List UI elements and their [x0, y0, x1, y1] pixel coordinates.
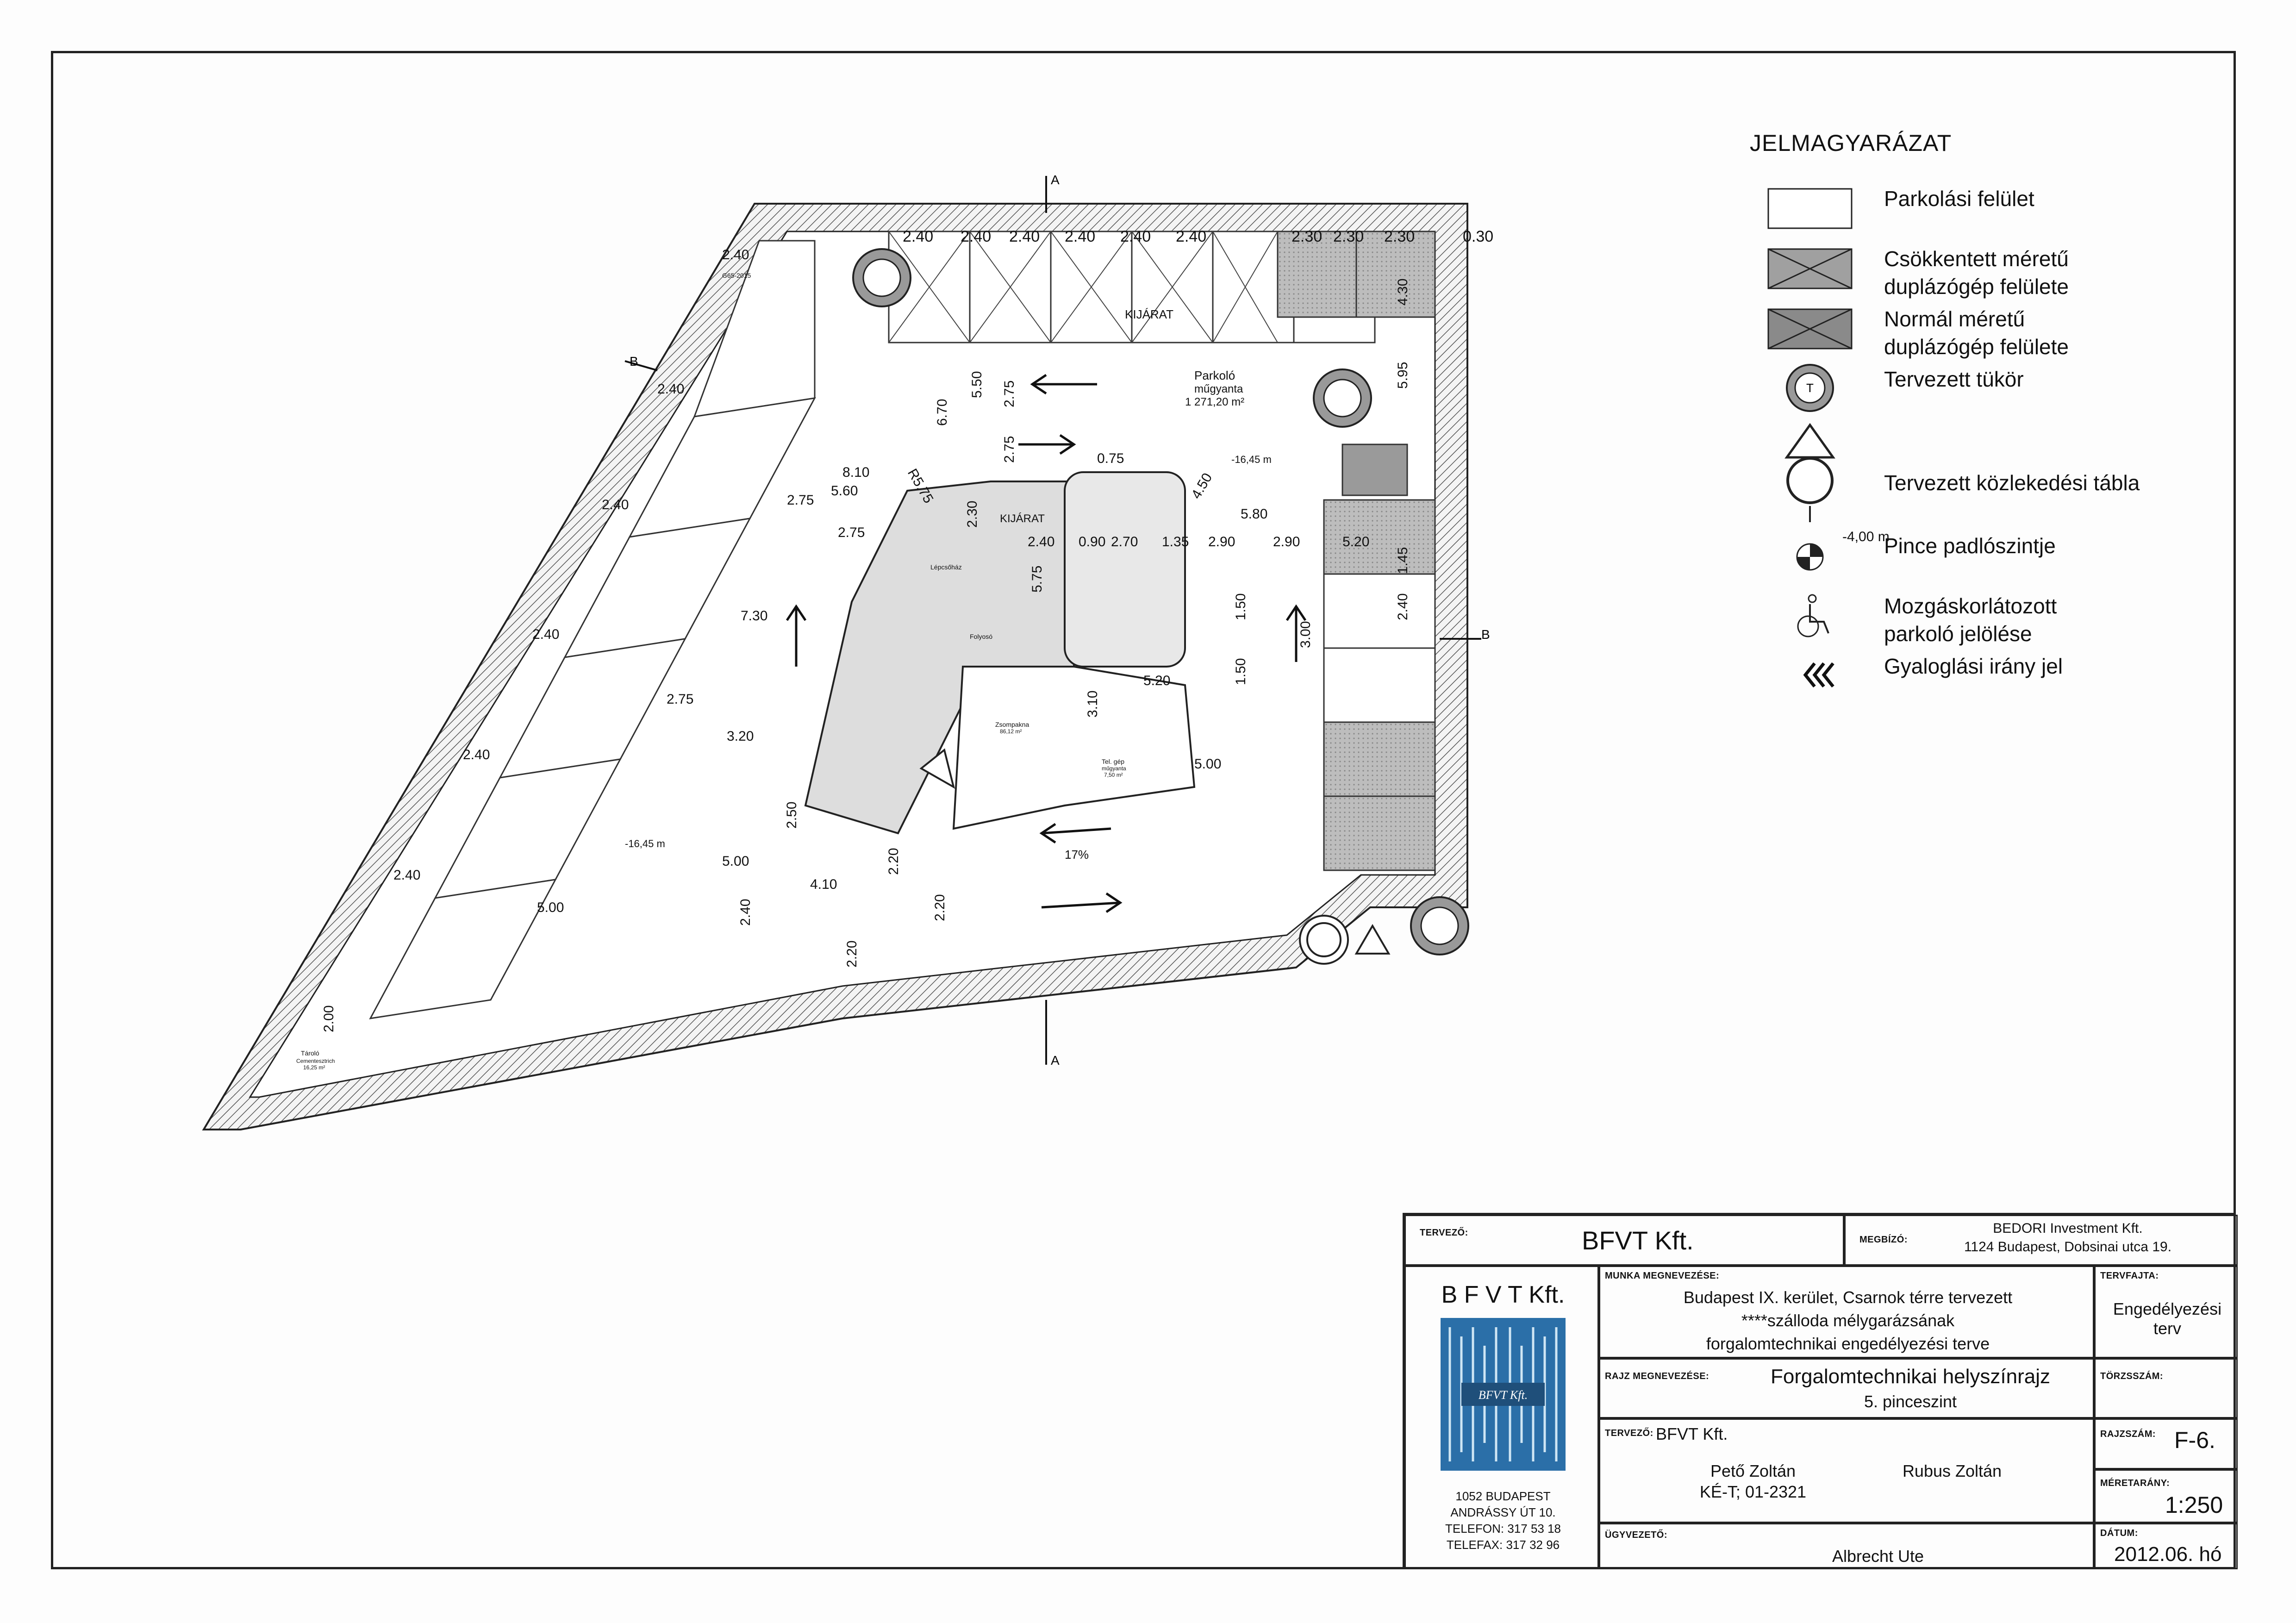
ramp-core — [1065, 472, 1185, 667]
right-side-bays — [1324, 444, 1435, 870]
legend-item-mirror — [1750, 362, 2166, 423]
manager-label: ÜGYVEZETŐ: — [1605, 1530, 1668, 1540]
drawing-line-2: 5. pinceszint — [1864, 1392, 1957, 1411]
legend-text: Pince padlószintje — [1884, 534, 2056, 558]
parking-title: Parkoló — [1194, 368, 1235, 382]
legend-text: Gyaloglási irány jel — [1884, 654, 2063, 678]
scale: 1:250 — [2165, 1492, 2223, 1518]
level-label: -16,45 m — [1231, 454, 1272, 465]
dim-label: 2.20 — [844, 940, 860, 968]
pump-label: Zsompakna — [995, 721, 1029, 728]
legend-text: Csökkentett méretű duplázógép felülete — [1884, 247, 2069, 299]
engineer-2: Rubus Zoltán — [1902, 1461, 2002, 1480]
dim-label: 2.75 — [1002, 380, 1017, 407]
level-label: -16,45 m — [625, 838, 665, 849]
level-value: -4,00 m — [1842, 529, 1890, 544]
legend-text: Mozgáskorlátozott parkoló jelölése — [1884, 594, 2057, 646]
dim-label: 3.00 — [1298, 621, 1313, 648]
type-cell — [2094, 1266, 2238, 1358]
dim-label: 0.90 — [1079, 534, 1106, 549]
dim-label: 7.30 — [741, 608, 768, 624]
parking-area-swatch — [1764, 182, 1856, 233]
exit-label-top: KIJÁRAT — [1125, 307, 1173, 321]
designer-cell — [1404, 1215, 1844, 1266]
legend-item-disabled-parking — [1750, 589, 2166, 649]
dim-label: 0.75 — [1097, 451, 1124, 466]
work-line-1: Budapest IX. kerület, Csarnok térre tervezett — [1683, 1288, 2013, 1307]
dim-label: R5.75 — [904, 466, 936, 506]
dim-label: 0.30 — [1463, 228, 1494, 245]
dim-label: 2.40 — [1009, 228, 1040, 245]
dim-label: 2.90 — [1208, 534, 1235, 549]
tech-sub: műgyanta — [1102, 765, 1126, 772]
dim-label: 2.40 — [1395, 593, 1410, 620]
dim-label: 8.10 — [842, 465, 870, 480]
dim-label: 2.40 — [657, 381, 685, 397]
dim-label: 2.00 — [321, 1005, 337, 1032]
company-logo — [1441, 1318, 1566, 1471]
company-cell — [1404, 1266, 1599, 1569]
dim-label: 2.40 — [463, 747, 490, 762]
legend-item-reduced-stacker — [1750, 242, 2166, 302]
legend-item-normal-stacker — [1750, 302, 2166, 362]
logo-text: BFVT Kft. — [1478, 1388, 1528, 1402]
dim-label: 2.40 — [1065, 228, 1096, 245]
mirror-letter: T — [1806, 381, 1814, 395]
dim-label: 2.75 — [787, 493, 814, 508]
dim-label: 2.90 — [1273, 534, 1300, 549]
dim-label: 2.40 — [961, 228, 992, 245]
dim-label: 1.45 — [1395, 547, 1410, 574]
top-parking-bays — [889, 231, 1435, 343]
dim-label: 5.75 — [1029, 565, 1045, 593]
drawing-label: RAJZ MEGNEVEZÉSE: — [1605, 1371, 1710, 1381]
dim-label: 6.70 — [935, 399, 950, 426]
drawing-line-1: Forgalomtechnikai helyszínrajz — [1770, 1365, 2051, 1388]
legend-text: Tervezett tükör — [1884, 367, 2024, 391]
dim-label: 2.40 — [1176, 228, 1207, 245]
engineer-1: Pető Zoltán — [1710, 1461, 1796, 1480]
designer-label: TERVEZŐ: — [1420, 1228, 1468, 1238]
dim-label: 2.20 — [932, 894, 948, 921]
dim-label: 2.40 — [532, 627, 560, 642]
dim-label: 2.40 — [738, 899, 753, 926]
work-line-3: forgalomtechnikai engedélyezési terve — [1706, 1334, 1990, 1353]
dim-label: 5.60 — [831, 483, 858, 499]
reg-label: TÖRZSSZÁM: — [2100, 1371, 2164, 1381]
legend-text: Tervezett közlekedési tábla — [1884, 471, 2140, 495]
client-address: 1124 Budapest, Dobsinai utca 19. — [1964, 1239, 2172, 1255]
address-line-1: 1052 BUDAPEST — [1455, 1489, 1551, 1503]
slope-label: 17% — [1065, 848, 1089, 861]
tech-area: 7,50 m² — [1104, 772, 1123, 778]
dim-label: 2.75 — [667, 692, 694, 707]
dim-label: 2.75 — [838, 525, 865, 540]
dim-label: 5.20 — [1143, 673, 1171, 688]
storage-label: Tároló — [301, 1049, 319, 1057]
dim-label: 2.70 — [1111, 534, 1138, 549]
dim-label: 4.30 — [1395, 278, 1410, 306]
dim-label: 1.35 — [1162, 534, 1189, 549]
legend-item-parking — [1750, 182, 2166, 242]
dim-label: 2.30 — [1333, 228, 1364, 245]
drawno: F-6. — [2174, 1427, 2215, 1453]
manager-cell — [1599, 1523, 2094, 1569]
traffic-sign-icon — [1764, 423, 1856, 524]
designer2-label: TERVEZŐ: — [1605, 1428, 1653, 1438]
dim-label: 5.95 — [1395, 362, 1410, 389]
section-a-label-bottom: A — [1051, 1053, 1060, 1067]
parking-area: 1 271,20 m² — [1185, 396, 1245, 408]
designer2-name: BFVT Kft. — [1656, 1424, 1728, 1443]
dim-label: 2.20 — [886, 848, 901, 875]
legend-item-traffic-sign — [1750, 423, 2166, 529]
wheelchair-icon — [1764, 589, 1856, 640]
dim-label: 5.50 — [969, 371, 985, 398]
drawno-label: RAJZSZÁM: — [2100, 1429, 2156, 1439]
dim-label: 5.80 — [1241, 506, 1268, 522]
reg-cell — [2094, 1358, 2238, 1418]
drawno-cell — [2094, 1418, 2238, 1469]
dim-label: 2.75 — [1002, 436, 1017, 463]
legend-item-floor-level — [1750, 529, 2166, 589]
type-line-2: terv — [2153, 1319, 2181, 1338]
date-cell — [2094, 1523, 2238, 1569]
dim-label: 2.40 — [393, 868, 421, 883]
dim-label: 3.10 — [1085, 690, 1100, 718]
legend-text: Normál méretű duplázógép felülete — [1884, 307, 2069, 359]
pump-area: 86,12 m² — [1000, 728, 1022, 735]
work-label: MUNKA MEGNEVEZÉSE: — [1605, 1271, 1720, 1281]
client-name: BEDORI Investment Kft. — [1993, 1221, 2143, 1236]
dim-label: 2.30 — [1292, 228, 1323, 245]
legend-title: JELMAGYARÁZAT — [1750, 130, 1952, 156]
dim-label: 4.10 — [810, 877, 837, 892]
tech-label: Tel. gép — [1102, 758, 1125, 765]
exit-label-core: KIJÁRAT — [1000, 512, 1045, 525]
client-label: MEGBÍZÓ: — [1859, 1235, 1908, 1245]
dim-label: 2.40 — [1028, 534, 1055, 549]
dim-label: 2.40 — [602, 497, 629, 512]
client-cell — [1844, 1215, 2238, 1266]
phone: TELEFON: 317 53 18 — [1445, 1522, 1561, 1536]
parking-material: műgyanta — [1194, 383, 1243, 395]
work-cell — [1599, 1266, 2094, 1358]
dim-label: 4.50 — [1188, 470, 1216, 502]
storage-area: 16,25 m² — [303, 1064, 325, 1071]
manager: Albrecht Ute — [1832, 1547, 1924, 1566]
dim-label: 2.40 — [903, 228, 934, 245]
address-line-2: ANDRÁSSY ÚT 10. — [1450, 1505, 1556, 1519]
designer-name: BFVT Kft. — [1582, 1226, 1694, 1255]
legend-item-pedestrian — [1750, 649, 2166, 710]
dim-label: 2.50 — [784, 801, 799, 829]
engineers-cell — [1599, 1418, 2094, 1523]
normal-stacker-swatch — [1764, 302, 1856, 353]
scale-label: MÉRETARÁNY: — [2100, 1478, 2170, 1488]
dim-label: 5.00 — [722, 854, 749, 869]
section-b-label-right: B — [1481, 627, 1490, 642]
company-name: B F V T Kft. — [1441, 1281, 1565, 1308]
dim-label: 2.30 — [1384, 228, 1415, 245]
g-tag: G65-2015 — [722, 272, 751, 279]
dim-label: 1.50 — [1233, 593, 1248, 620]
date: 2012.06. hó — [2114, 1543, 2222, 1566]
dim-label: 3.20 — [727, 729, 754, 744]
section-b-label: B — [630, 354, 638, 368]
pedestrian-direction-icon — [1764, 649, 1856, 700]
legend-text: Parkolási felület — [1884, 187, 2034, 211]
engineer-1-id: KÉ-T; 01-2321 — [1699, 1482, 1807, 1501]
reduced-stacker-swatch — [1764, 242, 1856, 293]
mirror-icon — [1764, 362, 1856, 413]
dim-label: 2.40 — [1120, 228, 1151, 245]
dim-label: 5.00 — [1194, 756, 1222, 772]
work-line-2: ****szálloda mélygarázsának — [1741, 1311, 1955, 1330]
type-line-1: Engedélyezési — [2113, 1299, 2222, 1318]
dim-label: 2.30 — [965, 500, 980, 528]
drawing-cell — [1599, 1358, 2094, 1418]
scale-cell — [2094, 1469, 2238, 1523]
corridor-label: Folyosó — [970, 633, 993, 640]
storage-sub: Cementesztrich — [296, 1058, 335, 1064]
dim-label: 5.20 — [1342, 534, 1370, 549]
fax: TELEFAX: 317 32 96 — [1446, 1538, 1560, 1552]
date-label: DÁTUM: — [2100, 1528, 2138, 1538]
section-a-label: A — [1051, 173, 1060, 187]
dim-label: 2.40 — [722, 247, 749, 262]
dim-label: 1.50 — [1233, 658, 1248, 685]
title-block — [1403, 1213, 2236, 1569]
stair-label: Lépcsőház — [930, 563, 962, 571]
type-label: TERVFAJTA: — [2100, 1271, 2159, 1281]
legend — [1750, 130, 2166, 710]
dim-label: 5.00 — [537, 900, 564, 915]
